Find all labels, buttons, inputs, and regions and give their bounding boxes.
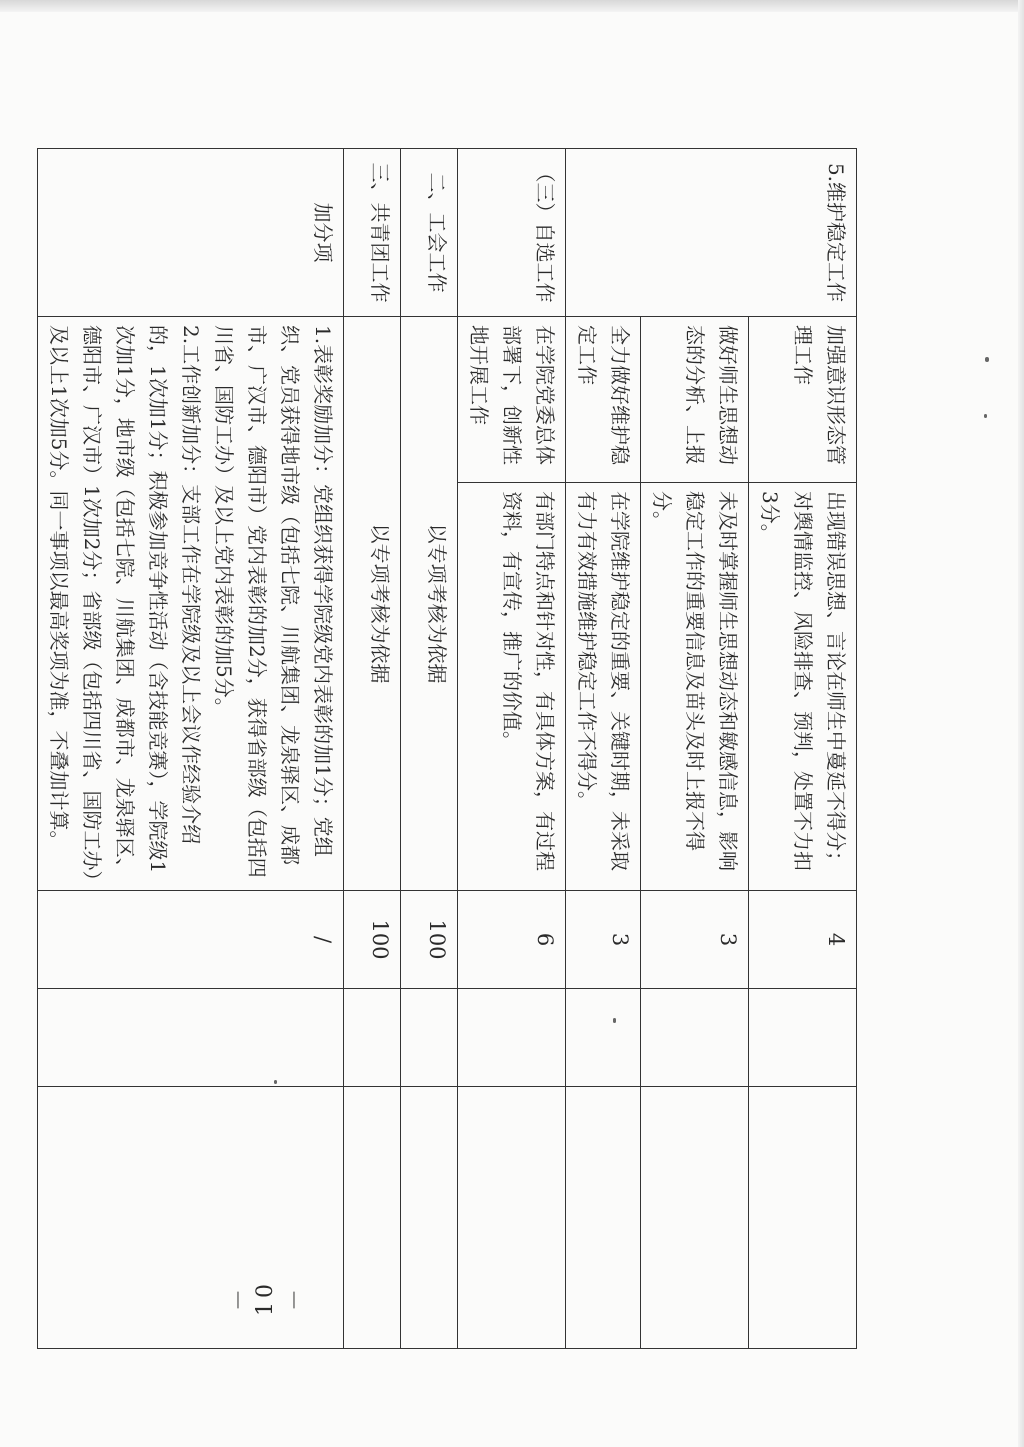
category-cell: 加分项 [38, 149, 344, 317]
empty-cell [344, 1087, 401, 1349]
rotated-table-region [47, 148, 857, 1348]
assessment-table [37, 148, 857, 1349]
scan-speck [274, 1080, 277, 1084]
empty-cell [458, 1087, 566, 1349]
empty-cell [401, 1087, 458, 1349]
scan-top-edge [0, 0, 1024, 12]
scan-speck [985, 357, 989, 362]
empty-cell [344, 989, 401, 1087]
bonus-rule-2: 2.工作创新加分：支部工作在学院级及以上会议作经验介绍的，1次加1分；积极参加竞争性活动（含技能竞赛），学院级1次加1分，地市级（包括七院、川航集团、成都市、龙泉驿区、德阳市、广汉市）1次加2分；省部级（包括四川省、国防工办）及以上1次加5分。同一事项以最高奖项为准，不叠加计算。 [47, 325, 203, 881]
empty-cell [566, 989, 641, 1087]
score-cell: 6 [458, 891, 566, 989]
empty-cell [38, 989, 344, 1087]
empty-cell [641, 989, 749, 1087]
table-row [458, 149, 566, 1349]
scan-right-edge [1018, 0, 1024, 1447]
empty-cell [749, 1087, 857, 1349]
merged-criteria-cell: 以专项考核为依据 [401, 317, 458, 891]
category-cell: 5.维护稳定工作 [566, 149, 857, 317]
item-cell: 加强意识形态管理工作 [749, 317, 857, 483]
page-number: － 10 － [227, 1280, 308, 1316]
score-cell: 100 [401, 891, 458, 989]
empty-cell [641, 1087, 749, 1349]
criteria-cell: 在学院维护稳定的重要、关键时期，未采取有力有效措施维护稳定工作不得分。 [566, 483, 641, 891]
score-cell: 100 [344, 891, 401, 989]
bonus-rule-1: 1.表彰奖励加分：党组织获得学院级党内表彰的加1分；党组织、党员获得地市级（包括七院、川航集团、龙泉驿区、成都市、广汉市、德阳市）党内表彰的加2分，获得省部级（包括四川省、国防工办）及以上党内表彰的加5分。 [212, 325, 335, 878]
empty-cell [458, 989, 566, 1087]
category-cell: 二、工会工作 [401, 149, 458, 317]
category-cell: 三、共青团工作 [344, 149, 401, 317]
table-row [38, 149, 344, 1349]
category-cell: （三）自选工作 [458, 149, 566, 317]
item-cell: 做好师生思想动态的分析、上报 [641, 317, 749, 483]
criteria-cell: 出现错误思想、言论在师生中蔓延不得分；对舆情监控、风险排查、预判，处置不力扣3分。 [749, 483, 857, 891]
bonus-criteria-cell [38, 317, 344, 891]
criteria-cell: 有部门特点和针对性，有具体方案，有过程资料，有宣传，推广的价值。 [458, 483, 566, 891]
item-cell: 在学院党委总体部署下，创新性地开展工作 [458, 317, 566, 483]
table-row [344, 149, 401, 1349]
empty-cell [749, 989, 857, 1087]
table-row [401, 149, 458, 1349]
scan-speck [613, 1018, 616, 1023]
empty-cell [401, 989, 458, 1087]
criteria-cell: 未及时掌握师生思想动态和敏感信息，影响稳定工作的重要信息及苗头及时上报不得分。 [641, 483, 749, 891]
item-cell: 全力做好维护稳定工作 [566, 317, 641, 483]
score-cell: 4 [749, 891, 857, 989]
table-row [749, 149, 857, 1349]
table-row [566, 149, 641, 1349]
scan-speck [984, 414, 987, 418]
empty-cell [566, 1087, 641, 1349]
score-cell: / [38, 891, 344, 989]
table-row [641, 149, 749, 1349]
score-cell: 3 [566, 891, 641, 989]
score-cell: 3 [641, 891, 749, 989]
merged-criteria-cell: 以专项考核为依据 [344, 317, 401, 891]
